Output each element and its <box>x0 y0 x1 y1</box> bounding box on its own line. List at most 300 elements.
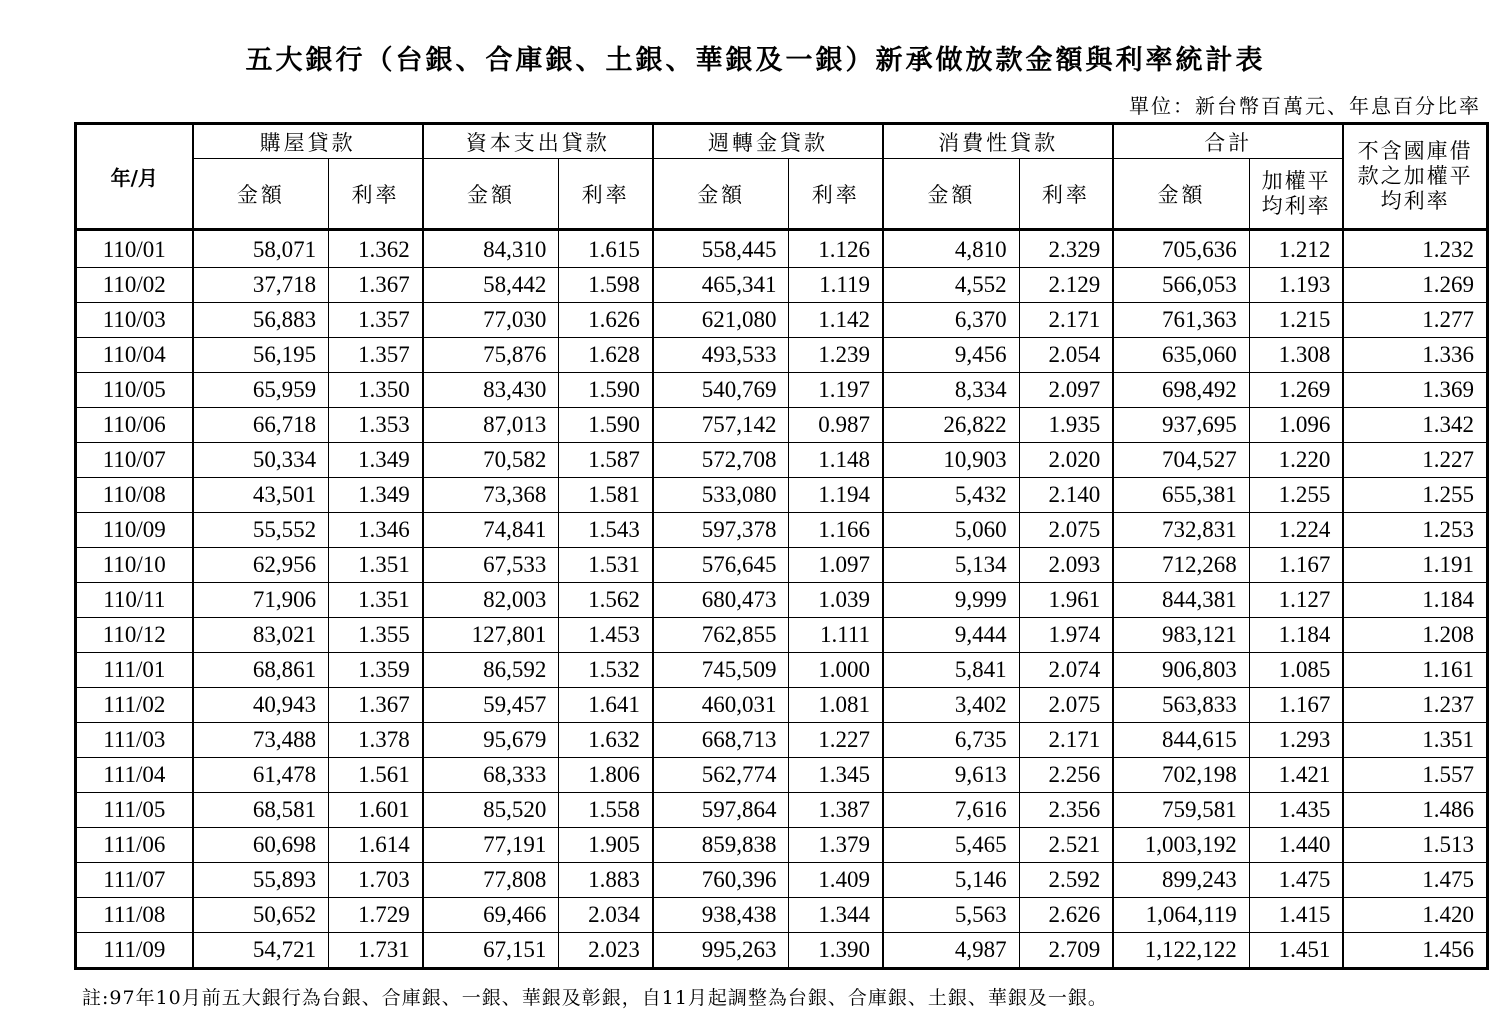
year-month-cell: 110/02 <box>76 268 193 303</box>
capex-amount-cell: 95,679 <box>423 723 559 758</box>
capex-rate-cell: 1.632 <box>559 723 653 758</box>
excl-header-line2: 款之加權平 <box>1357 164 1473 188</box>
year-month-cell: 111/07 <box>76 863 193 898</box>
excl-treasury-rate-cell: 1.232 <box>1343 230 1487 268</box>
table-row <box>76 408 1488 443</box>
table-row <box>76 618 1488 653</box>
capex-rate-cell: 1.641 <box>559 688 653 723</box>
consumer-amount-cell: 5,146 <box>883 863 1019 898</box>
year-month-cell: 110/08 <box>76 478 193 513</box>
total-amount-cell: 759,581 <box>1113 793 1249 828</box>
loan-statistics-table <box>74 122 1489 970</box>
total-amount-cell: 983,121 <box>1113 618 1249 653</box>
housing-rate-cell: 1.353 <box>329 408 423 443</box>
working-capital-amount-cell: 938,438 <box>653 898 789 933</box>
working-capital-rate-cell: 1.081 <box>789 688 883 723</box>
housing-amount-cell: 43,501 <box>193 478 329 513</box>
excl-treasury-rate-cell: 1.456 <box>1343 933 1487 969</box>
working-capital-amount-cell: 533,080 <box>653 478 789 513</box>
housing-rate-cell: 1.731 <box>329 933 423 969</box>
excl-treasury-rate-cell: 1.208 <box>1343 618 1487 653</box>
excl-treasury-rate-cell: 1.336 <box>1343 338 1487 373</box>
excl-treasury-rate-cell: 1.161 <box>1343 653 1487 688</box>
consumer-rate-cell: 2.521 <box>1019 828 1113 863</box>
capex-amount-cell: 85,520 <box>423 793 559 828</box>
working-capital-rate-cell: 0.987 <box>789 408 883 443</box>
table-body <box>76 230 1488 969</box>
capex-amount-cell: 74,841 <box>423 513 559 548</box>
consumer-rate-cell: 2.171 <box>1019 723 1113 758</box>
excl-header-line1: 不含國庫借 <box>1357 139 1473 163</box>
total-weighted-rate-cell: 1.215 <box>1249 303 1343 338</box>
consumer-amount-cell: 9,456 <box>883 338 1019 373</box>
total-weighted-rate-cell: 1.451 <box>1249 933 1343 969</box>
total-weighted-rate-cell: 1.085 <box>1249 653 1343 688</box>
working-capital-rate-cell: 1.097 <box>789 548 883 583</box>
year-month-cell: 110/11 <box>76 583 193 618</box>
total-amount-cell: 705,636 <box>1113 230 1249 268</box>
total-weighted-rate-cell: 1.167 <box>1249 548 1343 583</box>
year-month-header: 年/月 <box>76 124 193 230</box>
excl-treasury-rate-header <box>1343 124 1487 230</box>
rate-header: 利率 <box>559 159 653 230</box>
working-capital-rate-cell: 1.387 <box>789 793 883 828</box>
weighted-rate-line1: 加權平 <box>1261 168 1331 193</box>
total-amount-cell: 563,833 <box>1113 688 1249 723</box>
year-month-cell: 111/03 <box>76 723 193 758</box>
table-row <box>76 933 1488 969</box>
capex-rate-cell: 1.558 <box>559 793 653 828</box>
table-row <box>76 828 1488 863</box>
working-capital-amount-cell: 762,855 <box>653 618 789 653</box>
working-capital-amount-cell: 680,473 <box>653 583 789 618</box>
total-amount-cell: 844,381 <box>1113 583 1249 618</box>
working-capital-amount-cell: 859,838 <box>653 828 789 863</box>
housing-amount-cell: 66,718 <box>193 408 329 443</box>
capex-rate-cell: 1.905 <box>559 828 653 863</box>
table-row <box>76 373 1488 408</box>
excl-treasury-rate-cell: 1.253 <box>1343 513 1487 548</box>
capex-rate-cell: 1.531 <box>559 548 653 583</box>
consumer-amount-cell: 5,432 <box>883 478 1019 513</box>
consumer-rate-cell: 2.626 <box>1019 898 1113 933</box>
year-month-cell: 110/09 <box>76 513 193 548</box>
consumer-rate-cell: 2.329 <box>1019 230 1113 268</box>
group-header-housing: 購屋貸款 <box>193 124 423 159</box>
total-weighted-rate-cell: 1.415 <box>1249 898 1343 933</box>
capex-rate-cell: 1.628 <box>559 338 653 373</box>
table-row <box>76 548 1488 583</box>
housing-amount-cell: 61,478 <box>193 758 329 793</box>
total-amount-cell: 712,268 <box>1113 548 1249 583</box>
total-amount-cell: 761,363 <box>1113 303 1249 338</box>
weighted-rate-line2: 均利率 <box>1261 193 1331 218</box>
amount-header: 金額 <box>423 159 559 230</box>
consumer-rate-cell: 2.054 <box>1019 338 1113 373</box>
table-row <box>76 898 1488 933</box>
excl-treasury-rate-cell: 1.351 <box>1343 723 1487 758</box>
total-weighted-rate-cell: 1.421 <box>1249 758 1343 793</box>
capex-rate-cell: 1.587 <box>559 443 653 478</box>
capex-rate-cell: 1.532 <box>559 653 653 688</box>
year-month-cell: 110/04 <box>76 338 193 373</box>
housing-amount-cell: 68,581 <box>193 793 329 828</box>
group-header-working-capital: 週轉金貸款 <box>653 124 883 159</box>
table-row <box>76 758 1488 793</box>
housing-rate-cell: 1.601 <box>329 793 423 828</box>
consumer-rate-cell: 1.974 <box>1019 618 1113 653</box>
housing-amount-cell: 54,721 <box>193 933 329 969</box>
capex-rate-cell: 2.034 <box>559 898 653 933</box>
total-weighted-rate-cell: 1.096 <box>1249 408 1343 443</box>
housing-rate-cell: 1.703 <box>329 863 423 898</box>
table-row <box>76 723 1488 758</box>
working-capital-amount-cell: 465,341 <box>653 268 789 303</box>
capex-amount-cell: 86,592 <box>423 653 559 688</box>
year-month-cell: 110/07 <box>76 443 193 478</box>
housing-amount-cell: 50,652 <box>193 898 329 933</box>
total-weighted-rate-cell: 1.220 <box>1249 443 1343 478</box>
consumer-amount-cell: 9,999 <box>883 583 1019 618</box>
consumer-amount-cell: 3,402 <box>883 688 1019 723</box>
total-weighted-rate-cell: 1.435 <box>1249 793 1343 828</box>
total-weighted-rate-cell: 1.193 <box>1249 268 1343 303</box>
excl-treasury-rate-cell: 1.369 <box>1343 373 1487 408</box>
capex-rate-cell: 2.023 <box>559 933 653 969</box>
total-amount-cell: 1,122,122 <box>1113 933 1249 969</box>
total-weighted-rate-cell: 1.255 <box>1249 478 1343 513</box>
total-amount-cell: 698,492 <box>1113 373 1249 408</box>
consumer-amount-cell: 9,444 <box>883 618 1019 653</box>
housing-rate-cell: 1.357 <box>329 303 423 338</box>
capex-rate-cell: 1.453 <box>559 618 653 653</box>
capex-rate-cell: 1.590 <box>559 408 653 443</box>
consumer-amount-cell: 5,465 <box>883 828 1019 863</box>
capex-rate-cell: 1.543 <box>559 513 653 548</box>
consumer-amount-cell: 6,735 <box>883 723 1019 758</box>
year-month-cell: 111/06 <box>76 828 193 863</box>
total-amount-cell: 566,053 <box>1113 268 1249 303</box>
housing-amount-cell: 58,071 <box>193 230 329 268</box>
capex-rate-cell: 1.626 <box>559 303 653 338</box>
year-month-cell: 110/12 <box>76 618 193 653</box>
capex-amount-cell: 84,310 <box>423 230 559 268</box>
unit-label: 單位：新台幣百萬元、年息百分比率 <box>1129 94 1481 118</box>
housing-rate-cell: 1.614 <box>329 828 423 863</box>
total-weighted-rate-cell: 1.224 <box>1249 513 1343 548</box>
weighted-rate-header <box>1249 159 1343 230</box>
housing-rate-cell: 1.357 <box>329 338 423 373</box>
housing-amount-cell: 60,698 <box>193 828 329 863</box>
table-row <box>76 583 1488 618</box>
housing-amount-cell: 68,861 <box>193 653 329 688</box>
working-capital-rate-cell: 1.142 <box>789 303 883 338</box>
total-weighted-rate-cell: 1.293 <box>1249 723 1343 758</box>
consumer-rate-cell: 2.171 <box>1019 303 1113 338</box>
total-weighted-rate-cell: 1.212 <box>1249 230 1343 268</box>
working-capital-amount-cell: 760,396 <box>653 863 789 898</box>
housing-rate-cell: 1.367 <box>329 688 423 723</box>
group-header-consumer: 消費性貸款 <box>883 124 1113 159</box>
consumer-amount-cell: 4,987 <box>883 933 1019 969</box>
consumer-rate-cell: 1.961 <box>1019 583 1113 618</box>
consumer-rate-cell: 2.592 <box>1019 863 1113 898</box>
consumer-amount-cell: 6,370 <box>883 303 1019 338</box>
capex-amount-cell: 127,801 <box>423 618 559 653</box>
footnote: 註:97年10月前五大銀行為台銀、合庫銀、一銀、華銀及彰銀，自11月起調整為台銀、合庫銀、土銀、華銀及一銀。 <box>82 987 1108 1009</box>
excl-treasury-rate-cell: 1.486 <box>1343 793 1487 828</box>
group-header-total: 合計 <box>1113 124 1343 159</box>
housing-rate-cell: 1.378 <box>329 723 423 758</box>
consumer-rate-cell: 2.075 <box>1019 513 1113 548</box>
housing-amount-cell: 50,334 <box>193 443 329 478</box>
total-amount-cell: 906,803 <box>1113 653 1249 688</box>
housing-amount-cell: 37,718 <box>193 268 329 303</box>
capex-amount-cell: 73,368 <box>423 478 559 513</box>
working-capital-rate-cell: 1.344 <box>789 898 883 933</box>
total-amount-cell: 655,381 <box>1113 478 1249 513</box>
working-capital-amount-cell: 493,533 <box>653 338 789 373</box>
capex-amount-cell: 77,030 <box>423 303 559 338</box>
housing-amount-cell: 62,956 <box>193 548 329 583</box>
capex-amount-cell: 69,466 <box>423 898 559 933</box>
consumer-amount-cell: 10,903 <box>883 443 1019 478</box>
housing-amount-cell: 56,883 <box>193 303 329 338</box>
capex-amount-cell: 67,533 <box>423 548 559 583</box>
housing-amount-cell: 73,488 <box>193 723 329 758</box>
capex-amount-cell: 82,003 <box>423 583 559 618</box>
page-title: 五大銀行（台銀、合庫銀、土銀、華銀及一銀）新承做放款金額與利率統計表 <box>245 45 1266 76</box>
consumer-rate-cell: 2.140 <box>1019 478 1113 513</box>
housing-rate-cell: 1.359 <box>329 653 423 688</box>
capex-amount-cell: 77,808 <box>423 863 559 898</box>
amount-header: 金額 <box>653 159 789 230</box>
table-row <box>76 513 1488 548</box>
total-amount-cell: 937,695 <box>1113 408 1249 443</box>
capex-rate-cell: 1.883 <box>559 863 653 898</box>
consumer-rate-cell: 2.129 <box>1019 268 1113 303</box>
excl-treasury-rate-cell: 1.184 <box>1343 583 1487 618</box>
excl-treasury-rate-cell: 1.557 <box>1343 758 1487 793</box>
amount-header: 金額 <box>193 159 329 230</box>
year-month-cell: 111/02 <box>76 688 193 723</box>
consumer-rate-cell: 1.935 <box>1019 408 1113 443</box>
capex-amount-cell: 59,457 <box>423 688 559 723</box>
table-row <box>76 303 1488 338</box>
year-month-cell: 110/06 <box>76 408 193 443</box>
table-row <box>76 230 1488 268</box>
total-weighted-rate-cell: 1.440 <box>1249 828 1343 863</box>
consumer-rate-cell: 2.356 <box>1019 793 1113 828</box>
housing-rate-cell: 1.367 <box>329 268 423 303</box>
consumer-amount-cell: 8,334 <box>883 373 1019 408</box>
rate-header: 利率 <box>329 159 423 230</box>
working-capital-amount-cell: 576,645 <box>653 548 789 583</box>
housing-rate-cell: 1.729 <box>329 898 423 933</box>
year-month-cell: 110/10 <box>76 548 193 583</box>
housing-rate-cell: 1.561 <box>329 758 423 793</box>
working-capital-amount-cell: 558,445 <box>653 230 789 268</box>
capex-rate-cell: 1.562 <box>559 583 653 618</box>
working-capital-rate-cell: 1.379 <box>789 828 883 863</box>
consumer-rate-cell: 2.097 <box>1019 373 1113 408</box>
excl-header-line3: 均利率 <box>1380 189 1450 213</box>
capex-rate-cell: 1.598 <box>559 268 653 303</box>
working-capital-rate-cell: 1.148 <box>789 443 883 478</box>
year-month-cell: 111/01 <box>76 653 193 688</box>
year-month-cell: 110/01 <box>76 230 193 268</box>
consumer-rate-cell: 2.075 <box>1019 688 1113 723</box>
working-capital-rate-cell: 1.000 <box>789 653 883 688</box>
year-month-cell: 111/05 <box>76 793 193 828</box>
rate-header: 利率 <box>789 159 883 230</box>
working-capital-amount-cell: 668,713 <box>653 723 789 758</box>
total-amount-cell: 899,243 <box>1113 863 1249 898</box>
excl-treasury-rate-cell: 1.227 <box>1343 443 1487 478</box>
working-capital-rate-cell: 1.111 <box>789 618 883 653</box>
working-capital-amount-cell: 757,142 <box>653 408 789 443</box>
working-capital-rate-cell: 1.239 <box>789 338 883 373</box>
working-capital-amount-cell: 995,263 <box>653 933 789 969</box>
capex-amount-cell: 83,430 <box>423 373 559 408</box>
total-amount-cell: 635,060 <box>1113 338 1249 373</box>
working-capital-rate-cell: 1.166 <box>789 513 883 548</box>
year-month-cell: 111/08 <box>76 898 193 933</box>
housing-rate-cell: 1.350 <box>329 373 423 408</box>
total-weighted-rate-cell: 1.184 <box>1249 618 1343 653</box>
table-row <box>76 478 1488 513</box>
consumer-amount-cell: 5,134 <box>883 548 1019 583</box>
housing-amount-cell: 56,195 <box>193 338 329 373</box>
consumer-amount-cell: 5,060 <box>883 513 1019 548</box>
working-capital-rate-cell: 1.119 <box>789 268 883 303</box>
amount-header: 金額 <box>1113 159 1249 230</box>
working-capital-amount-cell: 562,774 <box>653 758 789 793</box>
consumer-rate-cell: 2.093 <box>1019 548 1113 583</box>
working-capital-amount-cell: 621,080 <box>653 303 789 338</box>
housing-amount-cell: 71,906 <box>193 583 329 618</box>
housing-amount-cell: 40,943 <box>193 688 329 723</box>
working-capital-rate-cell: 1.227 <box>789 723 883 758</box>
excl-treasury-rate-cell: 1.513 <box>1343 828 1487 863</box>
total-weighted-rate-cell: 1.167 <box>1249 688 1343 723</box>
excl-treasury-rate-cell: 1.237 <box>1343 688 1487 723</box>
consumer-amount-cell: 5,563 <box>883 898 1019 933</box>
excl-treasury-rate-cell: 1.269 <box>1343 268 1487 303</box>
housing-rate-cell: 1.349 <box>329 478 423 513</box>
housing-amount-cell: 55,552 <box>193 513 329 548</box>
working-capital-rate-cell: 1.039 <box>789 583 883 618</box>
total-amount-cell: 702,198 <box>1113 758 1249 793</box>
excl-treasury-rate-cell: 1.255 <box>1343 478 1487 513</box>
capex-amount-cell: 67,151 <box>423 933 559 969</box>
consumer-rate-cell: 2.256 <box>1019 758 1113 793</box>
capex-amount-cell: 77,191 <box>423 828 559 863</box>
total-amount-cell: 1,064,119 <box>1113 898 1249 933</box>
consumer-amount-cell: 5,841 <box>883 653 1019 688</box>
housing-rate-cell: 1.351 <box>329 583 423 618</box>
total-amount-cell: 732,831 <box>1113 513 1249 548</box>
excl-treasury-rate-cell: 1.191 <box>1343 548 1487 583</box>
excl-treasury-rate-cell: 1.420 <box>1343 898 1487 933</box>
housing-rate-cell: 1.349 <box>329 443 423 478</box>
capex-amount-cell: 68,333 <box>423 758 559 793</box>
housing-amount-cell: 55,893 <box>193 863 329 898</box>
working-capital-rate-cell: 1.345 <box>789 758 883 793</box>
total-amount-cell: 704,527 <box>1113 443 1249 478</box>
table-row <box>76 793 1488 828</box>
capex-amount-cell: 75,876 <box>423 338 559 373</box>
table-row <box>76 338 1488 373</box>
excl-treasury-rate-cell: 1.475 <box>1343 863 1487 898</box>
year-month-cell: 110/05 <box>76 373 193 408</box>
consumer-amount-cell: 26,822 <box>883 408 1019 443</box>
housing-rate-cell: 1.351 <box>329 548 423 583</box>
working-capital-amount-cell: 460,031 <box>653 688 789 723</box>
total-weighted-rate-cell: 1.475 <box>1249 863 1343 898</box>
working-capital-rate-cell: 1.197 <box>789 373 883 408</box>
working-capital-rate-cell: 1.194 <box>789 478 883 513</box>
capex-amount-cell: 70,582 <box>423 443 559 478</box>
consumer-amount-cell: 7,616 <box>883 793 1019 828</box>
total-weighted-rate-cell: 1.308 <box>1249 338 1343 373</box>
total-weighted-rate-cell: 1.269 <box>1249 373 1343 408</box>
working-capital-amount-cell: 745,509 <box>653 653 789 688</box>
working-capital-rate-cell: 1.126 <box>789 230 883 268</box>
working-capital-amount-cell: 597,864 <box>653 793 789 828</box>
capex-rate-cell: 1.806 <box>559 758 653 793</box>
consumer-amount-cell: 4,552 <box>883 268 1019 303</box>
consumer-rate-cell: 2.709 <box>1019 933 1113 969</box>
excl-treasury-rate-cell: 1.342 <box>1343 408 1487 443</box>
group-header-capex: 資本支出貸款 <box>423 124 653 159</box>
housing-amount-cell: 83,021 <box>193 618 329 653</box>
capex-rate-cell: 1.581 <box>559 478 653 513</box>
consumer-amount-cell: 9,613 <box>883 758 1019 793</box>
capex-amount-cell: 87,013 <box>423 408 559 443</box>
year-month-cell: 111/04 <box>76 758 193 793</box>
year-month-cell: 110/03 <box>76 303 193 338</box>
working-capital-rate-cell: 1.409 <box>789 863 883 898</box>
housing-amount-cell: 65,959 <box>193 373 329 408</box>
consumer-amount-cell: 4,810 <box>883 230 1019 268</box>
amount-header: 金額 <box>883 159 1019 230</box>
housing-rate-cell: 1.355 <box>329 618 423 653</box>
capex-rate-cell: 1.590 <box>559 373 653 408</box>
capex-amount-cell: 58,442 <box>423 268 559 303</box>
consumer-rate-cell: 2.020 <box>1019 443 1113 478</box>
working-capital-rate-cell: 1.390 <box>789 933 883 969</box>
table-row <box>76 863 1488 898</box>
table-row <box>76 688 1488 723</box>
total-amount-cell: 1,003,192 <box>1113 828 1249 863</box>
table-row <box>76 443 1488 478</box>
consumer-rate-cell: 2.074 <box>1019 653 1113 688</box>
working-capital-amount-cell: 572,708 <box>653 443 789 478</box>
rate-header: 利率 <box>1019 159 1113 230</box>
housing-rate-cell: 1.362 <box>329 230 423 268</box>
total-amount-cell: 844,615 <box>1113 723 1249 758</box>
working-capital-amount-cell: 540,769 <box>653 373 789 408</box>
total-weighted-rate-cell: 1.127 <box>1249 583 1343 618</box>
table-row <box>76 653 1488 688</box>
working-capital-amount-cell: 597,378 <box>653 513 789 548</box>
housing-rate-cell: 1.346 <box>329 513 423 548</box>
year-month-cell: 111/09 <box>76 933 193 969</box>
capex-rate-cell: 1.615 <box>559 230 653 268</box>
excl-treasury-rate-cell: 1.277 <box>1343 303 1487 338</box>
table-row <box>76 268 1488 303</box>
